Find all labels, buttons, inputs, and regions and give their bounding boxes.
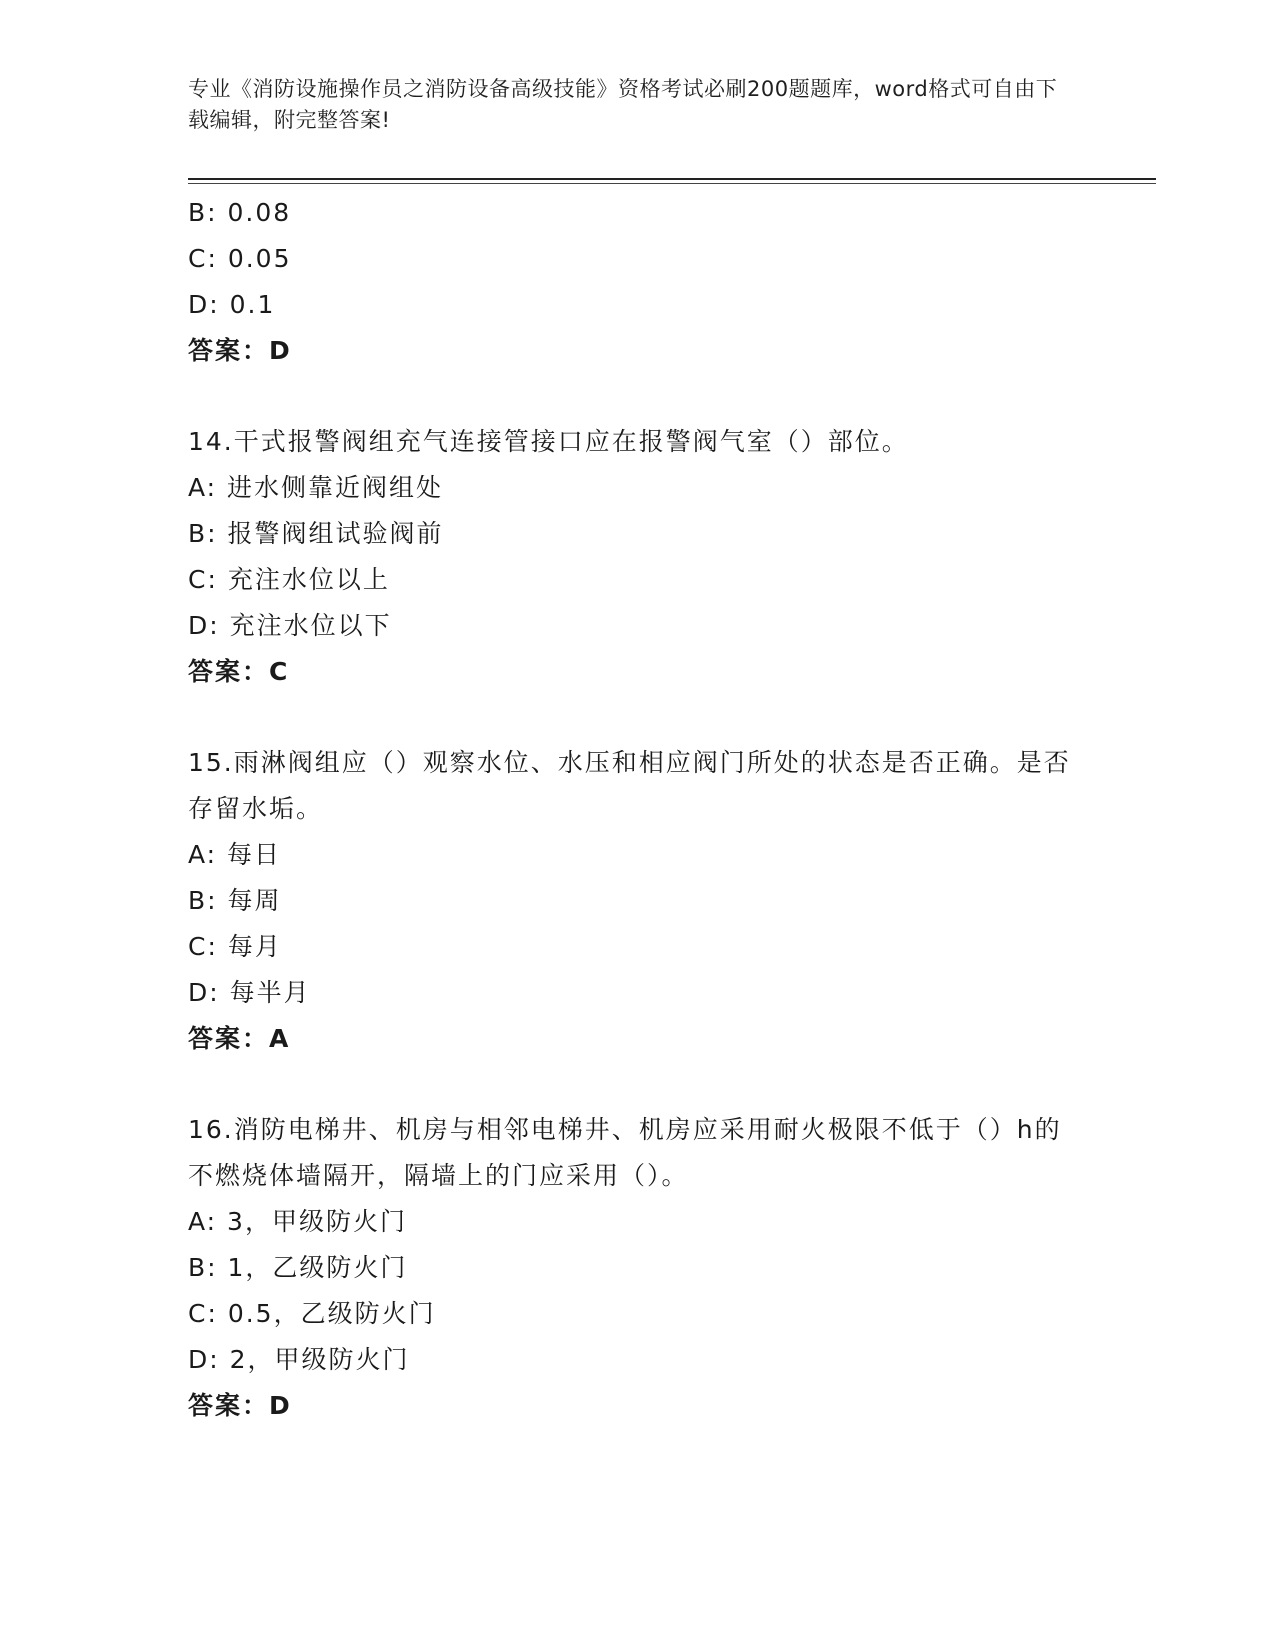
- option-a: A: 进水侧靠近阀组处: [188, 473, 444, 502]
- option-c: C: 0.5，乙级防火门: [188, 1299, 436, 1328]
- document-header: 专业《消防设施操作员之消防设备高级技能》资格考试必刷200题题库，word格式可自由下载编辑，附完整答案!: [188, 77, 1058, 132]
- option-d: D: 0.1: [188, 290, 276, 319]
- option-d: D: 2，甲级防火门: [188, 1345, 410, 1374]
- option-a: A: 每日: [188, 840, 282, 869]
- question-stem: 16.消防电梯井、机房与相邻电梯井、机房应采用耐火极限不低于（）h的不燃烧体墙隔开，隔墙上的门应采用（）。: [188, 1115, 1062, 1190]
- option-a: A: 3，甲级防火门: [188, 1207, 407, 1236]
- option-b: B: 每周: [188, 886, 282, 915]
- question-16: [188, 1107, 1088, 1429]
- answer: 答案：D: [188, 1391, 292, 1420]
- question-15: [188, 740, 1088, 1062]
- header-divider-thick: [188, 178, 1156, 180]
- question-gap: [188, 374, 1088, 419]
- question-stem: 14.干式报警阀组充气连接管接口应在报警阀气室（）部位。: [188, 427, 909, 456]
- answer: 答案：C: [188, 657, 290, 686]
- option-b: B: 1，乙级防火门: [188, 1253, 408, 1282]
- option-d: D: 每半月: [188, 978, 311, 1007]
- option-b: B: 报警阀组试验阀前: [188, 519, 444, 548]
- option-d: D: 充注水位以下: [188, 611, 392, 640]
- question-stem: 15.雨淋阀组应（）观察水位、水压和相应阀门所处的状态是否正确。是否存留水垢。: [188, 748, 1071, 823]
- question-list: [188, 190, 1088, 1429]
- option-c: C: 每月: [188, 932, 282, 961]
- question-13-tail: [188, 190, 1088, 374]
- option-c: C: 充注水位以上: [188, 565, 390, 594]
- question-14: [188, 419, 1088, 695]
- question-gap: [188, 695, 1088, 740]
- header-divider-thin: [188, 183, 1156, 184]
- option-c: C: 0.05: [188, 244, 292, 273]
- answer: 答案：A: [188, 1024, 291, 1053]
- question-gap: [188, 1062, 1088, 1107]
- answer: 答案：D: [188, 336, 292, 365]
- option-b: B: 0.08: [188, 198, 292, 227]
